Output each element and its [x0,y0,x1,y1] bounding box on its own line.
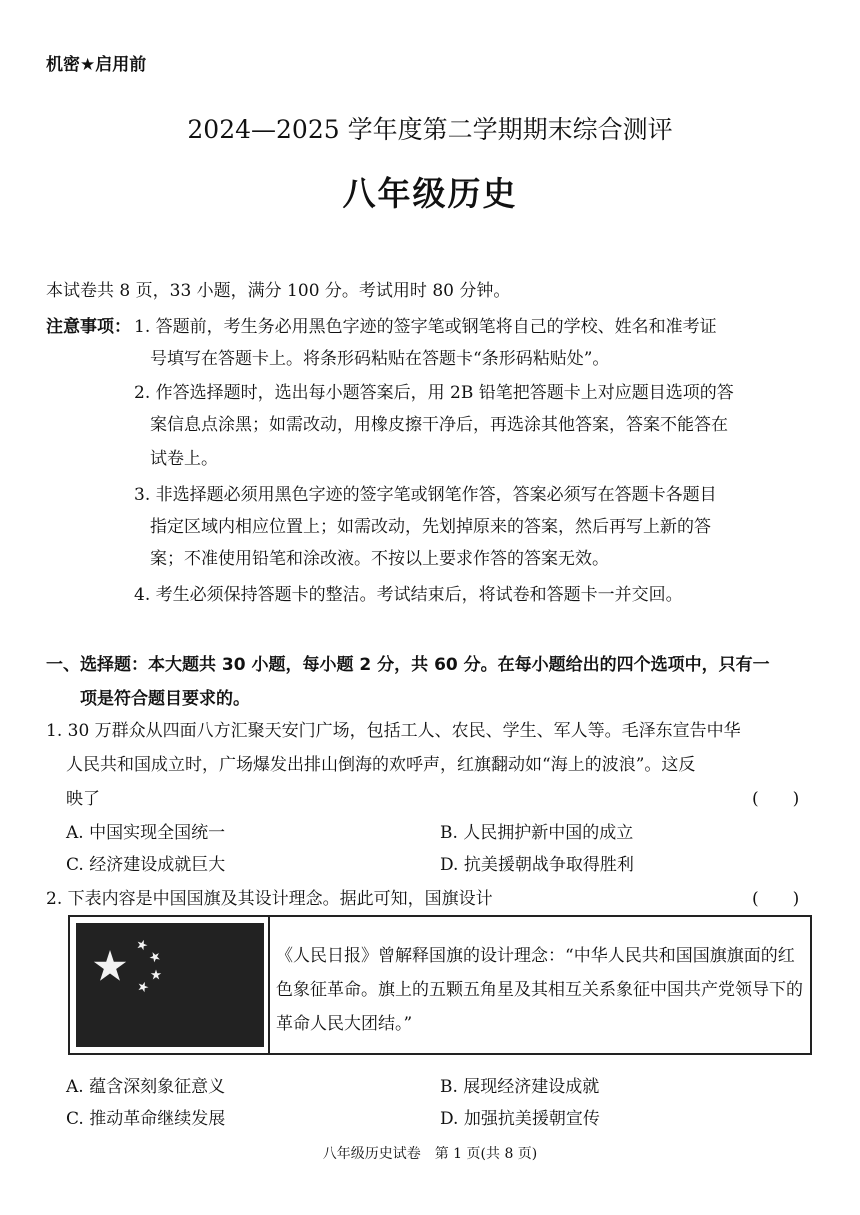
option-c: C. 推动革命继续发展 [66,1109,226,1129]
note-line: 指定区域内相应位置上；如需改动，先划掉原来的答案，然后再写上新的答 [150,517,711,537]
option-d: D. 加强抗美援朝宣传 [440,1109,600,1129]
option-a: A. 蕴含深刻象征意义 [66,1077,226,1097]
small-star-icon [136,938,149,951]
small-star-icon [148,949,162,963]
subject-title: 八年级历史 [342,174,518,213]
question-1-stem: 人民共和国成立时，广场爆发出排山倒海的欢呼声，红旗翻动如“海上的波浪”。这反 [66,755,696,775]
option-b: B. 人民拥护新中国的成立 [440,823,634,843]
section-heading-cont: 项是符合题目要求的。 [80,689,250,709]
option-a: A. 中国实现全国统一 [66,823,226,843]
confidential-label: 机密★启用前 [46,55,147,75]
question-1-stem: 映了 [66,789,100,809]
national-flag-image [76,923,264,1047]
note-line: 2. 作答选择题时，选出每小题答案后，用 2B 铅笔把答题卡上对应题目选项的答 [134,383,734,403]
table-divider [268,917,270,1053]
section-heading: 一、选择题：本大题共 30 小题，每小题 2 分，共 60 分。在每小题给出的四个选项中，只有一 [46,655,770,675]
note-line: 3. 非选择题必须用黑色字迹的签字笔或钢笔作答，答案必须写在答题卡各题目 [134,485,717,505]
small-star-icon [137,980,150,993]
flag-design-quote: 《人民日报》曾解释国旗的设计理念：“中华人民共和国国旗旗面的红色象征革命。旗上的五颗五角星及其相互关系象征中国共产党领导下的革命人民大团结。” [276,946,803,1034]
big-star-icon [94,950,126,981]
option-d: D. 抗美援朝战争取得胜利 [440,855,634,875]
note-line: 4. 考生必须保持答题卡的整洁。考试结束后，将试卷和答题卡一并交回。 [134,585,683,605]
note-line: 号填写在答题卡上。将条形码粘贴在答题卡“条形码粘贴处”。 [150,349,610,369]
question-1-stem: 1. 30 万群众从四面八方汇聚天安门广场，包括工人、农民、学生、军人等。毛泽东宣告中华 [46,721,741,741]
note-line: 案；不准使用铅笔和涂改液。不按以上要求作答的答案无效。 [150,549,609,569]
option-c: C. 经济建设成就巨大 [66,855,226,875]
question-2-stem: 2. 下表内容是中国国旗及其设计理念。据此可知，国旗设计 [46,889,493,909]
answer-bracket: ( ) [752,889,800,909]
note-line: 1. 答题前，考生务必用黑色字迹的签字笔或钢笔将自己的学校、姓名和准考证 [134,317,717,337]
answer-bracket: ( ) [752,789,800,809]
note-line: 试卷上。 [150,449,218,469]
notes-label: 注意事项： [46,317,131,337]
exam-intro: 本试卷共 8 页，33 小题，满分 100 分。考试用时 80 分钟。 [46,281,511,301]
exam-title: 2024—2025 学年度第二学期期末综合测评 [187,115,673,144]
option-b: B. 展现经济建设成就 [440,1077,600,1097]
page-footer: 八年级历史试卷 第 1 页(共 8 页) [322,1146,538,1162]
small-star-icon [151,970,161,980]
flag-stars [76,923,264,1047]
note-line: 案信息点涂黑；如需改动，用橡皮擦干净后，再选涂其他答案，答案不能答在 [150,415,728,435]
flag-table [68,915,812,1055]
